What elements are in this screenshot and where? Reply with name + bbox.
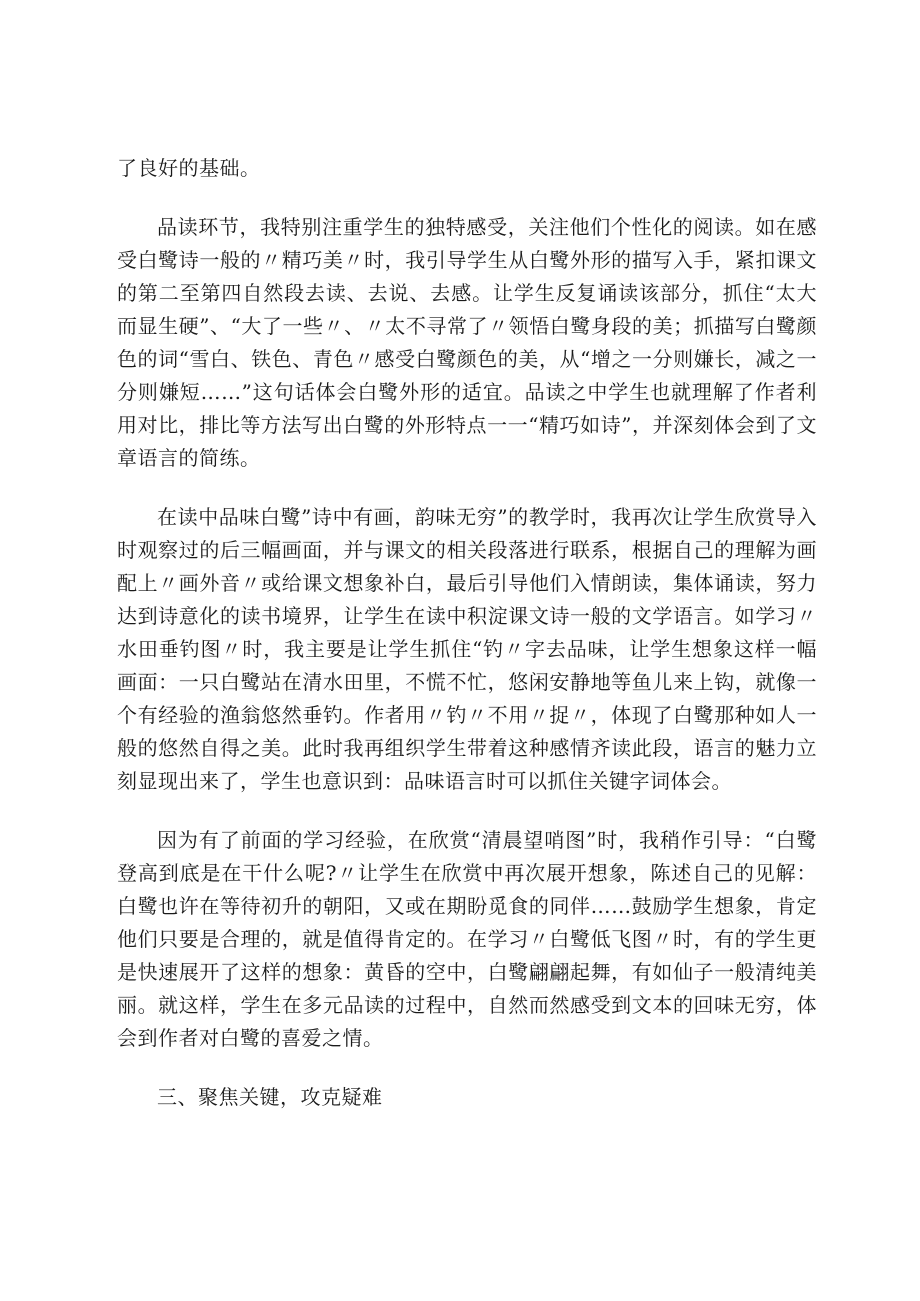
paragraph-reading-stage: 品读环节，我特别注重学生的独特感受，关注他们个性化的阅读。如在感受白鹭诗一般的〃精巧美〃时，我引导学生从白鹭外形的描写入手，紧扣课文的第二至第四自然段去读、去说、去感。让学生反复诵读该部分，抓住“太大而显生硬”、“大了一些〃、〃太不寻常了〃领悟白鹭身段的美；抓描写白鹭颜色的词“雪白、铁色、青色〃感受白鹭颜色的美，从“增之一分则嫌长，减之一分则嫌短……”这句话体会白鹭外形的适宜。品读之中学生也就理解了作者利用对比，排比等方法写出白鹭的外形特点一一“精巧如诗”，并深刻体会到了文章语言的简练。 bbox=[117, 215, 817, 470]
paragraph-continuation: 了良好的基础。 bbox=[117, 156, 261, 180]
paragraph-dawn-watch: 因为有了前面的学习经验，在欣赏“清晨望哨图”时，我稍作引导：“白鹭登高到底是在干什么呢?〃让学生在欣赏中再次展开想象，陈述自己的见解：白鹭也许在等待初升的朝阳，又或在期盼觅食的同伴……鼓励学生想象，肯定他们只要是合理的，就是值得肯定的。在学习〃白鹭低飞图〃时，有的学生更是快速展开了这样的想象：黄昏的空中，白鹭翩翩起舞，有如仙子一般清纯美丽。就这样，学生在多元品读的过程中，自然而然感受到文本的回味无穷，体会到作者对白鹭的喜爱之情。 bbox=[117, 828, 817, 1050]
section-heading: 三、聚焦关键，攻克疑难 bbox=[157, 1085, 383, 1109]
paragraph-poetic-savoring: 在读中品味白鹭”诗中有画，韵味无穷”的教学时，我再次让学生欣赏导入时观察过的后三幅画面，并与课文的相关段落进行联系，根据自己的理解为画配上〃画外音〃或给课文想象补白，最后引导他们入情朗读，集体诵读，努力达到诗意化的读书境界，让学生在读中积淀课文诗一般的文学语言。如学习〃水田垂钓图〃时，我主要是让学生抓住“钓〃字去品味，让学生想象这样一幅画面：一只白鹭站在清水田里，不慌不忙，悠闲安静地等鱼儿来上钩，就像一个有经验的渔翁悠然垂钓。作者用〃钓〃不用〃捉〃，体现了白鹭那种如人一般的悠然自得之美。此时我再组织学生带着这种感情齐读此段，语言的魅力立刻显现出来了，学生也意识到：品味语言时可以抓住关键字词体会。 bbox=[117, 505, 817, 793]
document-page bbox=[117, 152, 817, 1114]
